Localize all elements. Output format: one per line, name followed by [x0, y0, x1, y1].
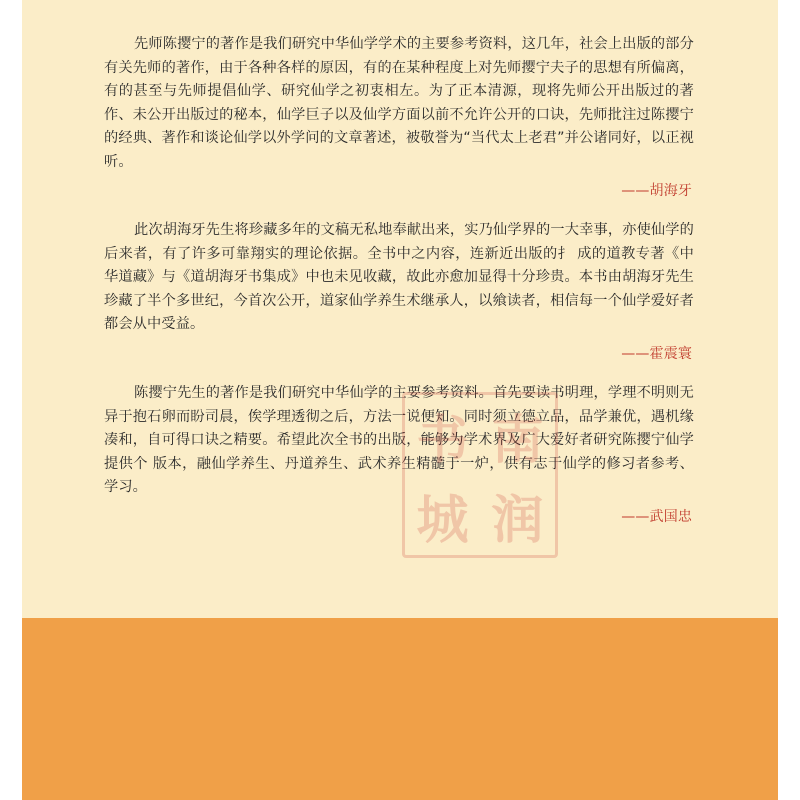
quote-signature: ——胡海牙 — [621, 183, 692, 199]
watermark-char: 润 — [491, 489, 544, 551]
watermark-char: 南 — [491, 409, 544, 471]
quote-block — [104, 33, 694, 204]
quote-text: 先师陈撄宁的著作是我们研究中华仙学学术的主要参考资料，这几年，社会上出版的部分有关先师的著作，由于各种各样的原因，有的在某种程度上对先师撄宁夫子的思想有所偏离，有的甚至与先师提倡仙学、研究仙学之初衷相左。为了正本清源，现将先师公开出版过的著作、未公开出版过的秘本，仙学巨子以及仙学方面以前不允许公开的口诀，先师批注过陈撄宁的经典、著作和谈论仙学以外学问的文章著述，被敬誉为“当代太上老君”并公诸同好，以正视听。 — [104, 36, 694, 170]
footer-band — [22, 618, 778, 800]
watermark-char: 城 — [416, 489, 469, 551]
quote-text: 陈撄宁先生的著作是我们研究中华仙学的主要参考资料。首先要读书明理，学理不明则无异于抱石卵而盼司晨，俟学理透彻之后，方法一说便知。同时须立德立品，品学兼优，遇机缘凑和，自可得口诀之精要。希望此次全书的出版，能够为学术界及广大爱好者研究陈撄宁仙学提供个 版本，融仙学养生、丹道养生、武术养生精髓于一炉，供有志于仙学的修习者参考、学习。 — [104, 385, 694, 495]
quote-text: 此次胡海牙先生将珍藏多年的文稿无私地奉献出来，实乃仙学界的一大幸事，亦使仙学的后来者，有了许多可靠翔实的理论依据。全书中之内容，连新近出版的扌 成的道教专著《中华道藏》与《道胡海牙书集成》中也未见收藏，故此亦愈加显得十分珍贵。本书由胡海牙先生珍藏了半个多世纪，今首次公开，道家仙学养生术继承人，以飨读者，相信每一个仙学爱好者都会从中受益。 — [104, 222, 694, 332]
watermark-char: 书 — [416, 409, 469, 471]
quote-signature: ——霍震寰 — [621, 345, 692, 362]
quote-block — [104, 219, 694, 366]
quote-signature: ——武国忠 — [621, 508, 692, 525]
quote-block — [104, 382, 694, 529]
